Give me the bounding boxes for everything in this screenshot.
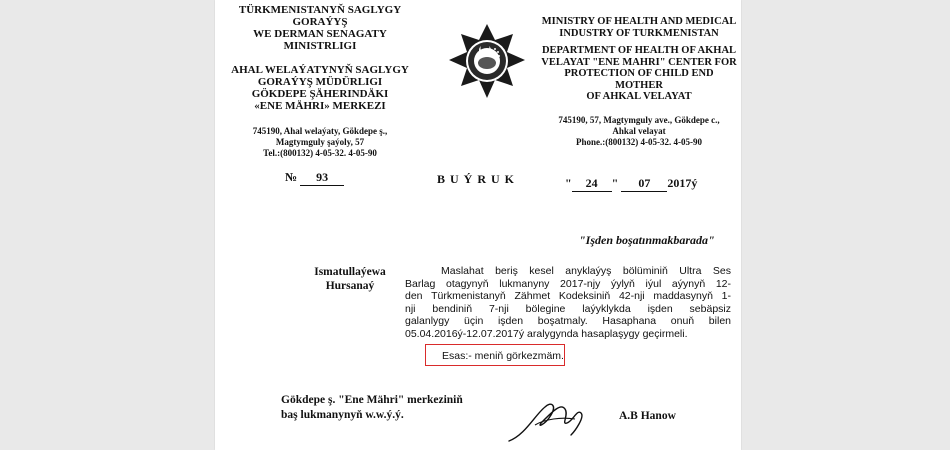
header-left-address2: Magtymguly şaýoly, 57: [275, 137, 365, 147]
body-line5-a: galanlygy üçin işden boşatmaly.: [405, 315, 588, 327]
body-line5-b: Hasaphana onuň bilen: [602, 315, 731, 327]
order-basis: Esas:- meniň görkezmäm.: [442, 350, 564, 362]
header-left-phone: Tel.:(800132) 4-05-32. 4-05-90: [263, 148, 377, 158]
body-line6: 05.04.2016ý-12.07.2017ý aralygynda hasaplaşygy geçirmeli.: [405, 327, 688, 340]
document-page: [215, 0, 741, 450]
header-left-line5: GÖKDEPE ŞÄHERINDÄKI: [251, 88, 389, 100]
order-date: " 24 " 07 2017ý: [565, 176, 698, 190]
employee-given-name: Hursanaý: [325, 280, 375, 292]
header-right-line2: INDUSTRY OF TURKMENISTAN: [559, 27, 719, 39]
signatory-title: [281, 393, 463, 423]
handwritten-signature: [505, 395, 605, 447]
highlight-box: [425, 344, 565, 366]
header-left-line4: GORAÝYŞ MÜDÜRLIGI: [257, 76, 383, 88]
header-left: [225, 4, 415, 159]
body-line3: den Türkmenistanyň Zähmet Kodeksiniň 42-nji maddasynyň 1-: [405, 290, 731, 302]
header-right-line4: VELAYAT "ENE MAHRI" CENTER FOR: [541, 56, 737, 68]
emblem-icon: [447, 22, 527, 102]
header-left-address1: 745190, Ahal welaýaty, Gökdepe ş.,: [252, 126, 388, 136]
order-subject: "Işden boşatınmakbarada": [579, 233, 715, 247]
header-right-address2: Ahkal velayat: [612, 125, 666, 136]
header-left-line3: AHAL WELAÝATYNYŇ SAGLYGY: [231, 64, 409, 76]
header-right-phone: Phone.:(800132) 4-05-32. 4-05-90: [576, 136, 702, 147]
order-number-value: 93: [300, 170, 344, 186]
body-line5: [405, 315, 731, 328]
signatory-line2: baş lukmanynyň w.w.ý.ý.: [281, 409, 404, 421]
header-right-address1: 745190, 57, Magtymguly ave., Gökdepe c.,: [558, 114, 720, 125]
header-left-line2: WE DERMAN SENAGATY MINISTRLIGI: [253, 28, 387, 52]
order-title: B U Ý R U K: [437, 172, 516, 186]
header-right-line3: DEPARTMENT OF HEALTH OF AKHAL: [541, 45, 737, 56]
employee-name: [295, 265, 405, 293]
body-line4: nji bendiniň 7-nji bölegine laýyklykda işden sebäpsiz: [405, 302, 731, 315]
order-year: 2017ý: [667, 176, 698, 190]
order-number-label: №: [285, 170, 298, 184]
signer-name: A.B Hanow: [619, 410, 676, 422]
header-left-line6: «ENE MÄHRI» MERKEZI: [254, 100, 386, 112]
body-line2: Barlag otagynyň lukmanyny 2017-njy ýylyň iýul aýynyň 12-: [405, 277, 731, 290]
employee-surname: Ismatullaýewa: [314, 266, 386, 278]
signatory-line1: Gökdepe ş. "Ene Mähri" merkeziniň: [281, 394, 463, 406]
order-number: [285, 170, 344, 186]
body-line1: Maslahat beriş kesel anyklaýyş bölüminiň Ultra Ses: [441, 265, 731, 277]
header-right-line5: PROTECTION OF CHILD END MOTHER: [564, 68, 714, 91]
order-month: 07: [621, 176, 667, 192]
header-right-line6: OF AHKAL VELAYAT: [586, 91, 692, 102]
order-day: 24: [572, 176, 612, 192]
header-left-line1: TÜRKMENISTANYŇ SAGLYGY GORAÝYŞ: [238, 4, 402, 28]
order-body: [405, 265, 731, 340]
header-right-line1: MINISTRY OF HEALTH AND MEDICAL: [541, 16, 737, 27]
header-right: [541, 16, 737, 148]
